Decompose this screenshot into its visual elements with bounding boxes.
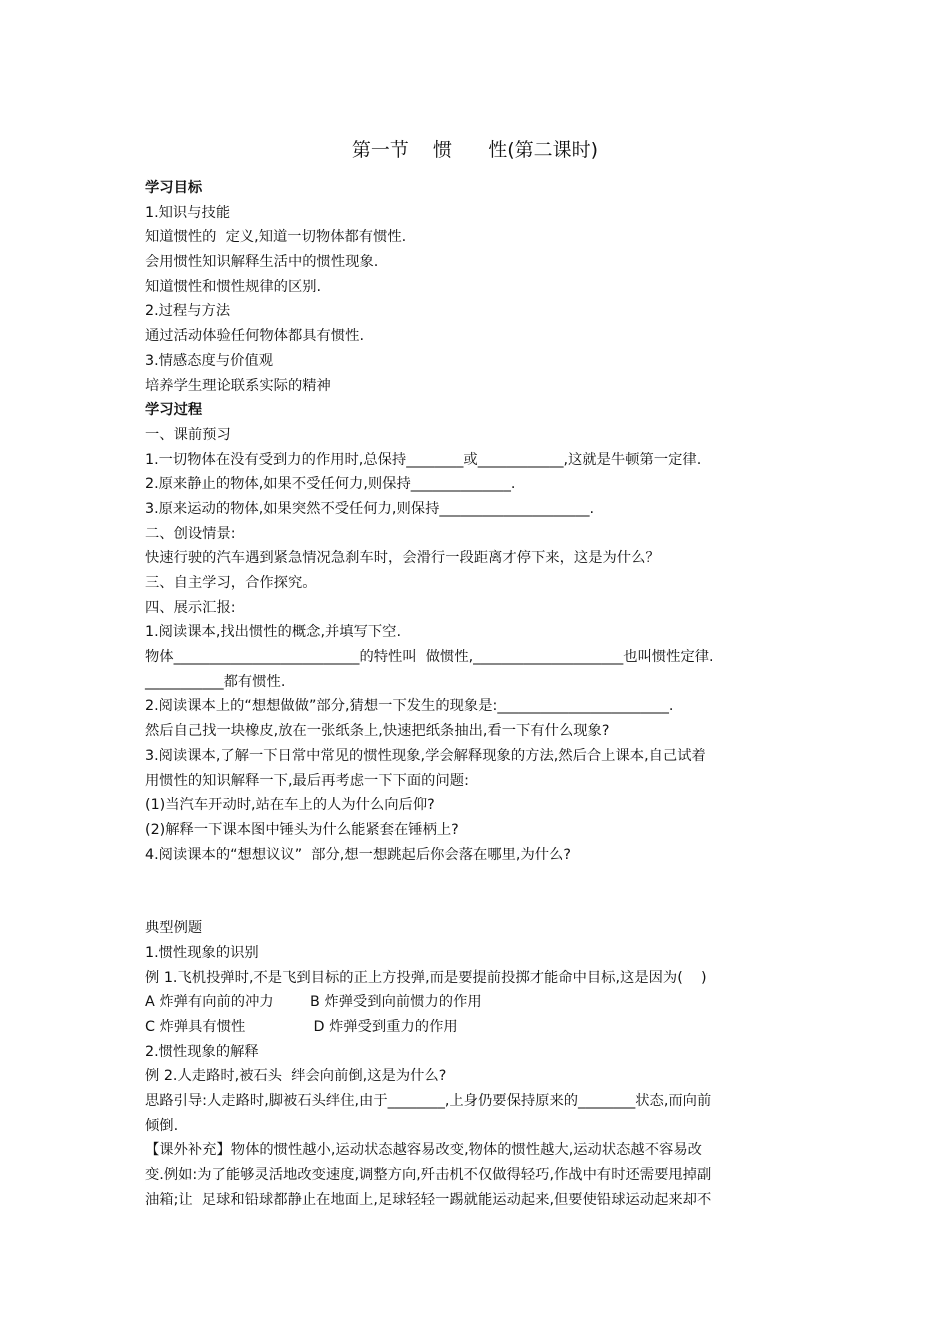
text-line: 4.阅读课本的“想想议议” 部分,想一想跳起后你会落在哪里,为什么? bbox=[145, 846, 571, 863]
text-line: 知道惯性的 定义,知道一切物体都有惯性. bbox=[145, 229, 407, 246]
text-line: 2.过程与方法 bbox=[145, 303, 231, 320]
text-line: 二、创设情景: bbox=[145, 525, 236, 542]
section-heading: 学习过程 bbox=[145, 402, 203, 419]
text-line: 1.知识与技能 bbox=[145, 204, 231, 221]
text-line: 【课外补充】物体的惯性越小,运动状态越容易改变,物体的惯性越大,运动状态越不容易改 bbox=[145, 1142, 702, 1159]
text-line: (2)解释一下课本图中锤头为什么能紧套在锤柄上? bbox=[145, 821, 459, 838]
text-line: 3.阅读课本,了解一下日常中常见的惯性现象,学会解释现象的方法,然后合上课本,自己试着 bbox=[145, 747, 706, 764]
text-line: 3.情感态度与价值观 bbox=[145, 352, 274, 369]
document-body bbox=[145, 176, 810, 1213]
text-line: C 炸弹具有惯性 D 炸弹受到重力的作用 bbox=[145, 1019, 458, 1035]
text-line: 然后自己找一块橡皮,放在一张纸条上,快速把纸条抽出,看一下有什么现象? bbox=[145, 723, 610, 740]
text-line: (1)当汽车开动时,站在车上的人为什么向后仰? bbox=[145, 797, 435, 814]
text-line: 1.阅读课本,找出惯性的概念,并填写下空. bbox=[145, 624, 402, 641]
text-line: 典型例题 bbox=[145, 920, 203, 937]
text-line: 通过活动体验任何物体都具有惯性. bbox=[145, 328, 364, 345]
text-line: 2.惯性现象的解释 bbox=[145, 1043, 259, 1060]
text-line: 例 1.飞机投弹时,不是飞到目标的正上方投弹,而是要提前投掷才能命中目标,这是因为( ) bbox=[145, 969, 707, 986]
text-line: 倾倒. bbox=[145, 1117, 179, 1134]
text-line: 知道惯性和惯性规律的区别. bbox=[145, 278, 322, 295]
text-line: 油箱;让 足球和铅球都静止在地面上,足球轻轻一踢就能运动起来,但要使铅球运动起来却不 bbox=[145, 1191, 712, 1208]
text-line: 一、课前预习 bbox=[145, 426, 231, 443]
text-line: 会用惯性知识解释生活中的惯性现象. bbox=[145, 254, 379, 271]
text-line: 3.原来运动的物体,如果突然不受任何力,则保持_____________________. bbox=[145, 500, 595, 517]
text-line: 物体__________________________的特性叫 做惯性,_____________________也叫惯性定律. bbox=[145, 649, 714, 666]
section-heading: 学习目标 bbox=[145, 180, 203, 196]
text-line: 培养学生理论联系实际的精神 bbox=[145, 377, 331, 394]
text-line: 2.原来静止的物体,如果不受任何力,则保持______________. bbox=[145, 476, 516, 493]
document-title: 第一节 惯 性(第二课时) bbox=[351, 139, 599, 161]
text-line: 思路引导:人走路时,脚被石头绊住,由于________,上身仍要保持原来的________状态,而向前 bbox=[145, 1093, 712, 1110]
text-line: 用惯性的知识解释一下,最后再考虑一下下面的问题: bbox=[145, 772, 469, 789]
text-line: 快速行驶的汽车遇到紧急情况急刹车时，会滑行一段距离才停下来，这是为什么？ bbox=[145, 550, 660, 567]
text-line: 变.例如:为了能够灵活地改变速度,调整方向,歼击机不仅做得轻巧,作战中有时还需要甩掉副 bbox=[145, 1167, 712, 1184]
text-line: 1.惯性现象的识别 bbox=[145, 944, 259, 961]
text-line: 2.阅读课本上的“想想做做”部分,猜想一下发生的现象是:________________________. bbox=[145, 698, 674, 715]
text-line: 例 2.人走路时,被石头 绊会向前倒,这是为什么? bbox=[145, 1068, 447, 1085]
text-line: 四、展示汇报: bbox=[145, 599, 236, 616]
paragraph-gap bbox=[145, 867, 810, 916]
text-line: 三、自主学习，合作探究。 bbox=[145, 575, 317, 591]
text-line: A 炸弹有向前的冲力 B 炸弹受到向前惯力的作用 bbox=[145, 994, 482, 1011]
text-line: ___________都有惯性. bbox=[145, 673, 286, 690]
text-line: 1.一切物体在没有受到力的作用时,总保持________或____________,这就是牛顿第一定律. bbox=[145, 451, 702, 468]
